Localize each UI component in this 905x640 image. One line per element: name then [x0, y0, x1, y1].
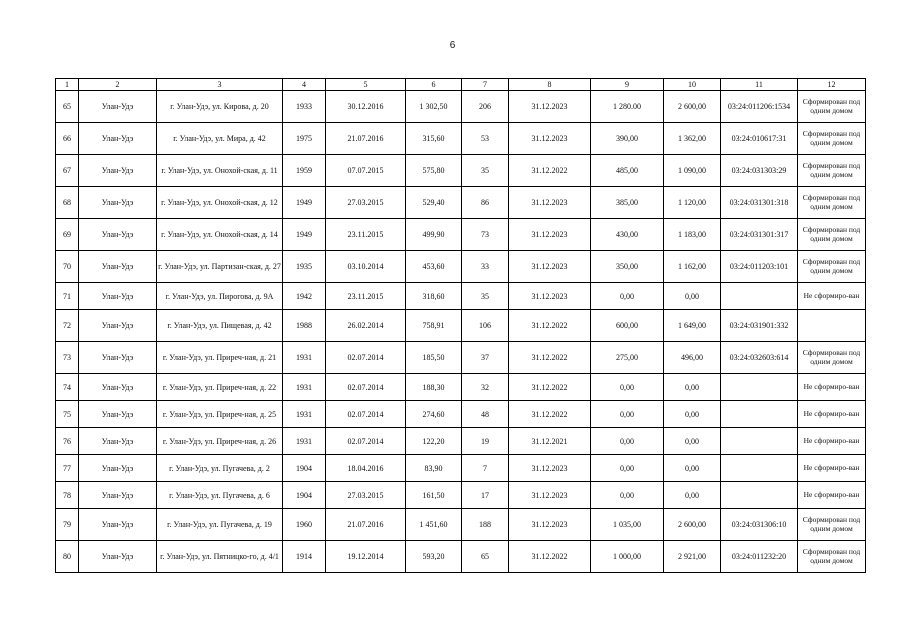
table-cell: 0,00 — [591, 455, 664, 482]
table-cell — [721, 283, 798, 310]
table-cell: 21.07.2016 — [326, 123, 406, 155]
table-cell: 600,00 — [591, 310, 664, 342]
table-cell: 07.07.2015 — [326, 155, 406, 187]
table-cell: 1 302,50 — [406, 91, 462, 123]
table-cell: 03:24:011203:101 — [721, 251, 798, 283]
column-header: 7 — [462, 79, 509, 91]
table-cell: Улан-Удэ — [79, 187, 157, 219]
table-cell: 430,00 — [591, 219, 664, 251]
table-cell: 206 — [462, 91, 509, 123]
table-cell: 575,80 — [406, 155, 462, 187]
table-cell: 02.07.2014 — [326, 342, 406, 374]
table-cell: 1935 — [283, 251, 326, 283]
table-cell: 31.12.2022 — [509, 401, 591, 428]
table-cell: 390,00 — [591, 123, 664, 155]
table-row — [56, 310, 866, 342]
table-cell: 1 000,00 — [591, 541, 664, 573]
table-cell: 1931 — [283, 374, 326, 401]
table-cell: 274,60 — [406, 401, 462, 428]
table-cell: 74 — [56, 374, 79, 401]
column-header: 10 — [664, 79, 721, 91]
table-cell: 106 — [462, 310, 509, 342]
table-cell: г. Улан-Удэ, ул. Приреч-ная, д. 21 — [157, 342, 283, 374]
table-cell: 83,90 — [406, 455, 462, 482]
table-cell: 1931 — [283, 401, 326, 428]
table-cell: 19 — [462, 428, 509, 455]
table-cell: 0,00 — [591, 374, 664, 401]
table-cell: 31.12.2023 — [509, 187, 591, 219]
table-cell: Сформирован под одним домом — [798, 123, 866, 155]
table-cell: 03.10.2014 — [326, 251, 406, 283]
column-header: 4 — [283, 79, 326, 91]
table-cell: 1 649,00 — [664, 310, 721, 342]
table-cell: 350,00 — [591, 251, 664, 283]
table-cell: 0,00 — [591, 428, 664, 455]
table-cell: 0,00 — [664, 283, 721, 310]
table-cell: 499,90 — [406, 219, 462, 251]
table-cell: 23.11.2015 — [326, 283, 406, 310]
table-cell: г. Улан-Удэ, ул. Пугачева, д. 19 — [157, 509, 283, 541]
table-cell: 1 120,00 — [664, 187, 721, 219]
table-cell: 496,00 — [664, 342, 721, 374]
table-cell: 53 — [462, 123, 509, 155]
table-cell: г. Улан-Удэ, ул. Онохой-ская, д. 12 — [157, 187, 283, 219]
table-cell: 1904 — [283, 455, 326, 482]
table-cell: Улан-Удэ — [79, 541, 157, 573]
table-cell: 66 — [56, 123, 79, 155]
table-cell: Улан-Удэ — [79, 482, 157, 509]
table-cell: г. Улан-Удэ, ул. Приреч-ная, д. 25 — [157, 401, 283, 428]
table-cell: 26.02.2014 — [326, 310, 406, 342]
table-cell: Улан-Удэ — [79, 374, 157, 401]
table-cell: г. Улан-Удэ, ул. Пирогова, д. 9А — [157, 283, 283, 310]
table-cell: Улан-Удэ — [79, 251, 157, 283]
column-header: 5 — [326, 79, 406, 91]
table-cell: 453,60 — [406, 251, 462, 283]
table-cell: 02.07.2014 — [326, 401, 406, 428]
column-header: 11 — [721, 79, 798, 91]
table-cell: 78 — [56, 482, 79, 509]
table-cell: 03:24:031301:317 — [721, 219, 798, 251]
table-cell: Улан-Удэ — [79, 123, 157, 155]
table-cell: 2 600,00 — [664, 509, 721, 541]
table-header — [56, 79, 866, 91]
table-cell: Сформирован под одним домом — [798, 251, 866, 283]
table-cell: 593,20 — [406, 541, 462, 573]
housing-registry-table — [55, 78, 866, 573]
table-cell: 1 280.00 — [591, 91, 664, 123]
table-cell: 31.12.2023 — [509, 91, 591, 123]
table-cell: 1931 — [283, 428, 326, 455]
table-cell: г. Улан-Удэ, ул. Пугачева, д. 2 — [157, 455, 283, 482]
table-cell: г. Улан-Удэ, ул. Пятницко-го, д. 4/1 — [157, 541, 283, 573]
table-cell: Не сформиро-ван — [798, 428, 866, 455]
table-cell: Не сформиро-ван — [798, 482, 866, 509]
table-cell: 31.12.2022 — [509, 541, 591, 573]
table-cell: 0,00 — [591, 401, 664, 428]
table-cell: Сформирован под одним домом — [798, 155, 866, 187]
column-header: 9 — [591, 79, 664, 91]
table-cell: 69 — [56, 219, 79, 251]
table-cell: 1 162,00 — [664, 251, 721, 283]
table-cell: 0,00 — [664, 455, 721, 482]
table-cell — [721, 482, 798, 509]
table-row — [56, 219, 866, 251]
table-cell: 03:24:031306:10 — [721, 509, 798, 541]
table-cell: 65 — [56, 91, 79, 123]
table-cell: Улан-Удэ — [79, 283, 157, 310]
table-row — [56, 283, 866, 310]
table-cell: 31.12.2022 — [509, 342, 591, 374]
table-cell: 70 — [56, 251, 79, 283]
table-cell: 75 — [56, 401, 79, 428]
table-cell: 0,00 — [664, 482, 721, 509]
table-cell: 23.11.2015 — [326, 219, 406, 251]
table-cell: 2 600,00 — [664, 91, 721, 123]
table-cell: 1931 — [283, 342, 326, 374]
table-cell: 31.12.2022 — [509, 310, 591, 342]
table-cell — [721, 455, 798, 482]
table-cell: Улан-Удэ — [79, 91, 157, 123]
table-cell: 02.07.2014 — [326, 428, 406, 455]
table-cell: 77 — [56, 455, 79, 482]
table-cell: г. Улан-Удэ, ул. Онохой-ская, д. 11 — [157, 155, 283, 187]
table-cell: Улан-Удэ — [79, 401, 157, 428]
table-cell: 1959 — [283, 155, 326, 187]
table-cell: Улан-Удэ — [79, 509, 157, 541]
table-cell: 19.12.2014 — [326, 541, 406, 573]
header-row — [56, 79, 866, 91]
table-cell: 1942 — [283, 283, 326, 310]
table-cell: 03:24:031303:29 — [721, 155, 798, 187]
table-cell: Улан-Удэ — [79, 455, 157, 482]
table-cell: 0,00 — [664, 401, 721, 428]
table-cell: 71 — [56, 283, 79, 310]
table-cell: 27.03.2015 — [326, 482, 406, 509]
page-number: 6 — [449, 40, 456, 51]
table-cell: 27.03.2015 — [326, 187, 406, 219]
table-cell: 188 — [462, 509, 509, 541]
table-cell — [721, 428, 798, 455]
table-cell: 1 090,00 — [664, 155, 721, 187]
table-cell: 275,00 — [591, 342, 664, 374]
table-cell: 03:24:031901:332 — [721, 310, 798, 342]
table-row — [56, 509, 866, 541]
table-cell: 122,20 — [406, 428, 462, 455]
table-cell: 185,50 — [406, 342, 462, 374]
table-cell: 73 — [56, 342, 79, 374]
column-header: 3 — [157, 79, 283, 91]
table-cell: 161,50 — [406, 482, 462, 509]
table-cell: 1 035,00 — [591, 509, 664, 541]
table-cell: г. Улан-Удэ, ул. Кирова, д. 20 — [157, 91, 283, 123]
table-cell: 35 — [462, 283, 509, 310]
table-cell: г. Улан-Удэ, ул. Мира, д. 42 — [157, 123, 283, 155]
table-cell: 31.12.2023 — [509, 251, 591, 283]
table-cell: Не сформиро-ван — [798, 374, 866, 401]
table-cell: Сформирован под одним домом — [798, 91, 866, 123]
table-cell: 37 — [462, 342, 509, 374]
table-cell: Улан-Удэ — [79, 428, 157, 455]
table-cell: г. Улан-Удэ, ул. Партизан-ская, д. 27 — [157, 251, 283, 283]
table-cell: 32 — [462, 374, 509, 401]
column-header: 8 — [509, 79, 591, 91]
table-cell: 72 — [56, 310, 79, 342]
table-cell: г. Улан-Удэ, ул. Пищевая, д. 42 — [157, 310, 283, 342]
table-row — [56, 91, 866, 123]
column-header: 6 — [406, 79, 462, 91]
table-cell: 485,00 — [591, 155, 664, 187]
table-cell: 65 — [462, 541, 509, 573]
table-cell — [721, 401, 798, 428]
table-cell: 529,40 — [406, 187, 462, 219]
table-cell: 48 — [462, 401, 509, 428]
table-cell: 68 — [56, 187, 79, 219]
table-row — [56, 251, 866, 283]
column-header: 1 — [56, 79, 79, 91]
table-cell: 73 — [462, 219, 509, 251]
table-cell: 1 451,60 — [406, 509, 462, 541]
table-cell: Улан-Удэ — [79, 342, 157, 374]
table-cell: 21.07.2016 — [326, 509, 406, 541]
table-cell: 67 — [56, 155, 79, 187]
table-cell: г. Улан-Удэ, ул. Онохой-ская, д. 14 — [157, 219, 283, 251]
column-header: 12 — [798, 79, 866, 91]
table-cell: 1988 — [283, 310, 326, 342]
table-cell: 0,00 — [664, 374, 721, 401]
table-cell: 03:24:011232:20 — [721, 541, 798, 573]
table-row — [56, 342, 866, 374]
table-row — [56, 123, 866, 155]
table-row — [56, 155, 866, 187]
table-cell: 31.12.2023 — [509, 482, 591, 509]
table-cell: 33 — [462, 251, 509, 283]
table-cell: г. Улан-Удэ, ул. Пугачева, д. 6 — [157, 482, 283, 509]
table-cell: Не сформиро-ван — [798, 401, 866, 428]
table-cell: 758,91 — [406, 310, 462, 342]
table-cell: г. Улан-Удэ, ул. Приреч-ная, д. 26 — [157, 428, 283, 455]
table-cell: 18.04.2016 — [326, 455, 406, 482]
table-cell: 31.12.2023 — [509, 509, 591, 541]
table-cell: 0,00 — [664, 428, 721, 455]
table-row — [56, 482, 866, 509]
table-cell — [721, 374, 798, 401]
table-cell: 385,00 — [591, 187, 664, 219]
table-cell: 35 — [462, 155, 509, 187]
table-cell: 31.12.2021 — [509, 428, 591, 455]
table-cell: 30.12.2016 — [326, 91, 406, 123]
table-cell: 1904 — [283, 482, 326, 509]
table-cell: 31.12.2023 — [509, 123, 591, 155]
table-cell: 1975 — [283, 123, 326, 155]
table-row — [56, 374, 866, 401]
table-cell: Сформирован под одним домом — [798, 187, 866, 219]
table-cell: 1 362,00 — [664, 123, 721, 155]
table-cell: 318,60 — [406, 283, 462, 310]
table-cell: 03:24:031301:318 — [721, 187, 798, 219]
table-body — [56, 91, 866, 573]
table-cell: 0,00 — [591, 482, 664, 509]
table-cell: 1949 — [283, 219, 326, 251]
table-cell: 80 — [56, 541, 79, 573]
table-cell: 17 — [462, 482, 509, 509]
column-header: 2 — [79, 79, 157, 91]
table-cell: 1914 — [283, 541, 326, 573]
table-cell: г. Улан-Удэ, ул. Приреч-ная, д. 22 — [157, 374, 283, 401]
table-cell: Улан-Удэ — [79, 310, 157, 342]
table-cell: 0,00 — [591, 283, 664, 310]
table-cell: 1933 — [283, 91, 326, 123]
table-cell: 2 921,00 — [664, 541, 721, 573]
table-cell — [798, 310, 866, 342]
table-cell: Улан-Удэ — [79, 155, 157, 187]
table-cell: Сформирован под одним домом — [798, 219, 866, 251]
table-cell: 31.12.2022 — [509, 374, 591, 401]
table-cell: 03:24:032603:614 — [721, 342, 798, 374]
table-cell: 7 — [462, 455, 509, 482]
table-cell: 1949 — [283, 187, 326, 219]
table-row — [56, 187, 866, 219]
table-cell: 1 183,00 — [664, 219, 721, 251]
table-cell: 188,30 — [406, 374, 462, 401]
table-cell: 76 — [56, 428, 79, 455]
table-cell: Сформирован под одним домом — [798, 541, 866, 573]
table-cell: Улан-Удэ — [79, 219, 157, 251]
table-row — [56, 541, 866, 573]
table-row — [56, 428, 866, 455]
table-cell: Не сформиро-ван — [798, 283, 866, 310]
table-cell: Не сформиро-ван — [798, 455, 866, 482]
table-cell: 79 — [56, 509, 79, 541]
table-cell: 86 — [462, 187, 509, 219]
table-cell: 03:24:011206:1534 — [721, 91, 798, 123]
table-cell: 03:24:010617:31 — [721, 123, 798, 155]
table-cell: Сформирован под одним домом — [798, 342, 866, 374]
table-cell: 31.12.2023 — [509, 283, 591, 310]
table-cell: 31.12.2023 — [509, 455, 591, 482]
table-row — [56, 455, 866, 482]
table-cell: 31.12.2023 — [509, 219, 591, 251]
table-cell: 315,60 — [406, 123, 462, 155]
table-cell: 02.07.2014 — [326, 374, 406, 401]
table-row — [56, 401, 866, 428]
table-cell: 1960 — [283, 509, 326, 541]
table-cell: Сформирован под одним домом — [798, 509, 866, 541]
table-cell: 31.12.2022 — [509, 155, 591, 187]
